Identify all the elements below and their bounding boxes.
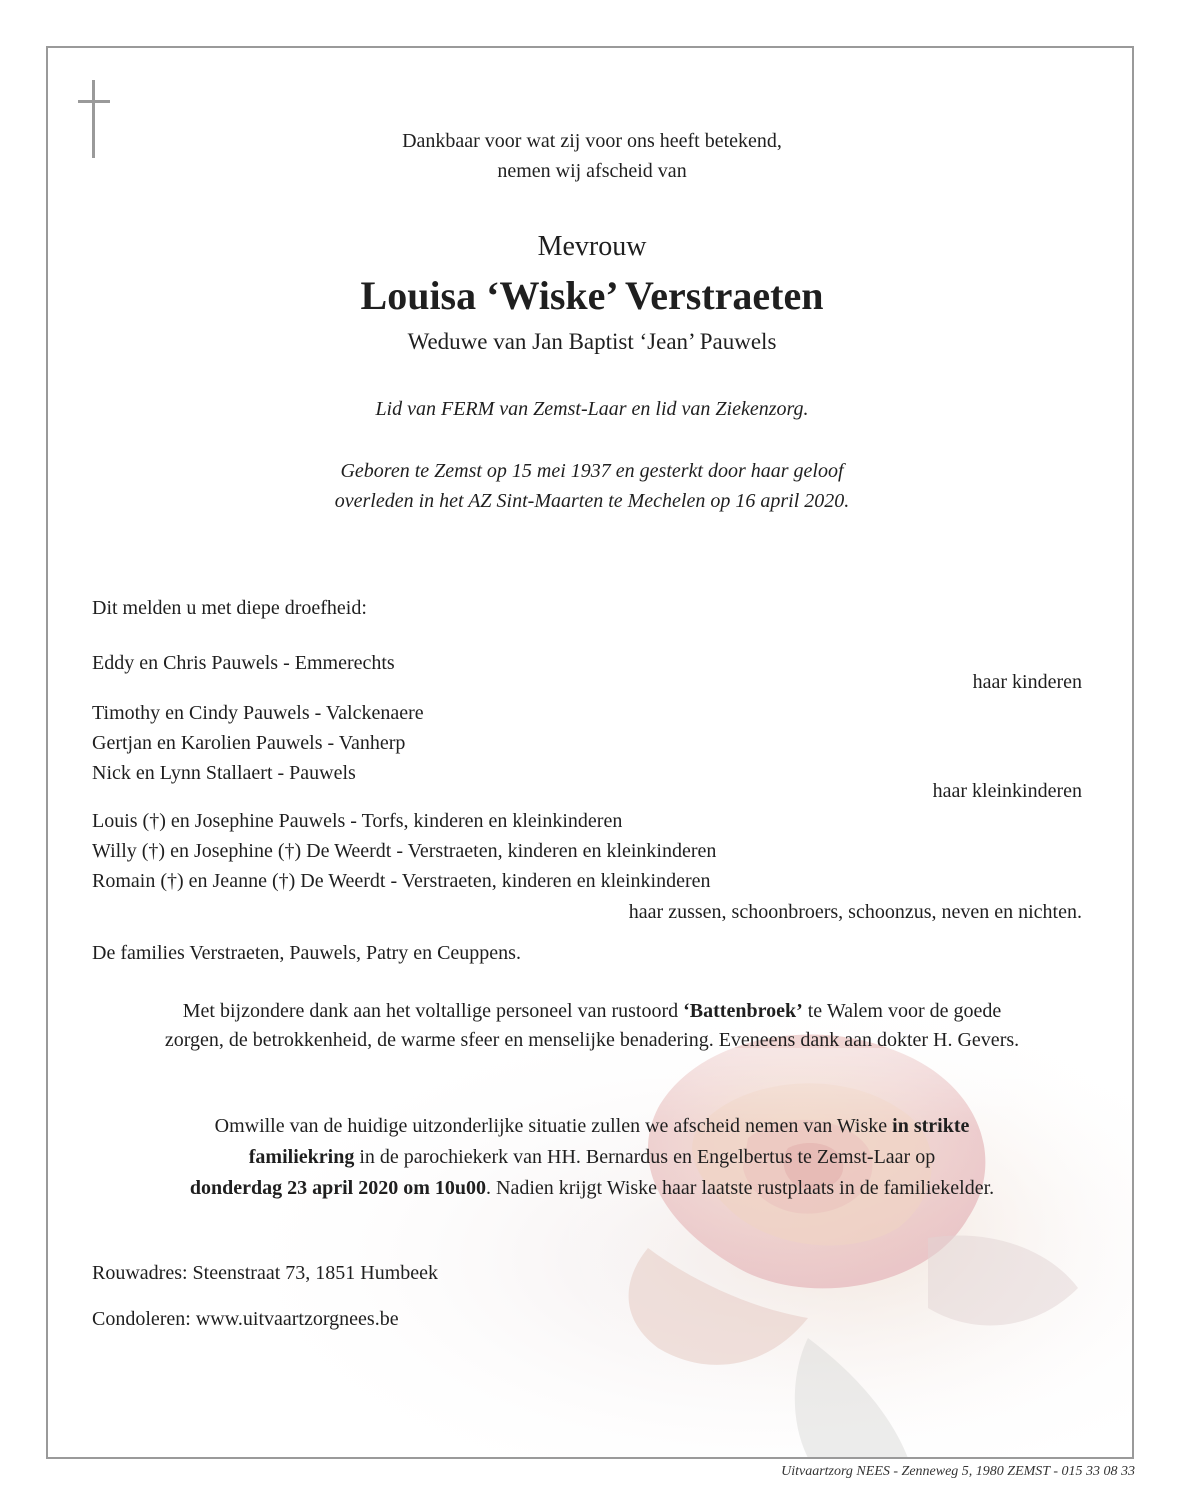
birth-line: Geboren te Zemst op 15 mei 1937 en gesterkt door haar geloof: [340, 460, 844, 482]
siblings-role: haar zussen, schoonbroers, schoonzus, neven en nichten.: [628, 901, 1082, 923]
deceased-name: Louisa ‘Wiske’ Verstraeten: [360, 273, 824, 318]
ceremony-line-2: familiekring in de parochiekerk van HH. Bernardus en Engelbertus te Zemst-Laar op: [248, 1146, 936, 1168]
membership: Lid van FERM van Zemst-Laar en lid van Ziekenzorg.: [375, 398, 809, 420]
grandchildren-role: haar kleinkinderen: [932, 780, 1082, 802]
sibling-name: Willy (†) en Josephine (†) De Weerdt - Verstraeten, kinderen en kleinkinderen: [92, 840, 717, 862]
intro-line-1: Dankbaar voor wat zij voor ons heeft betekend,: [402, 130, 782, 152]
salutation: Mevrouw: [537, 231, 647, 262]
sibling-name: Louis (†) en Josephine Pauwels - Torfs, kinderen en kleinkinderen: [92, 810, 623, 832]
children-name: Eddy en Chris Pauwels - Emmerechts: [92, 652, 395, 674]
widow-of: Weduwe van Jan Baptist ‘Jean’ Pauwels: [407, 329, 777, 354]
condolences-link[interactable]: Condoleren: www.uitvaartzorgnees.be: [92, 1308, 399, 1330]
announce-text: Dit melden u met diepe droefheid:: [92, 597, 367, 619]
death-line: overleden in het AZ Sint-Maarten te Mechelen op 16 april 2020.: [334, 490, 850, 512]
grandchildren-name: Gertjan en Karolien Pauwels - Vanherp: [92, 732, 406, 754]
grandchildren-name: Timothy en Cindy Pauwels - Valckenaere: [92, 702, 424, 724]
funeral-home-footer: Uitvaartzorg NEES - Zenneweg 5, 1980 ZEMST - 015 33 08 33: [781, 1464, 1135, 1479]
grandchildren-name: Nick en Lynn Stallaert - Pauwels: [92, 762, 356, 784]
ceremony-line-1: Omwille van de huidige uitzonderlijke situatie zullen we afscheid nemen van Wiske in strikte: [214, 1115, 970, 1137]
sibling-name: Romain (†) en Jeanne (†) De Weerdt - Verstraeten, kinderen en kleinkinderen: [92, 870, 711, 892]
thanks-line-1: Met bijzondere dank aan het voltallige personeel van rustoord ‘Battenbroek’ te Walem voor de goede: [182, 1000, 1002, 1022]
families-line: De families Verstraeten, Pauwels, Patry en Ceuppens.: [92, 942, 521, 964]
intro-line-2: nemen wij afscheid van: [497, 160, 687, 182]
thanks-line-2: zorgen, de betrokkenheid, de warme sfeer en menselijke benadering. Eveneens dank aan dokter H. Gevers.: [164, 1029, 1020, 1051]
ceremony-line-3: donderdag 23 april 2020 om 10u00. Nadien krijgt Wiske haar laatste rustplaats in de familiekelder.: [189, 1177, 995, 1199]
mourning-address: Rouwadres: Steenstraat 73, 1851 Humbeek: [92, 1262, 439, 1284]
children-role: haar kinderen: [972, 671, 1082, 693]
obituary-card: [46, 46, 1134, 1459]
